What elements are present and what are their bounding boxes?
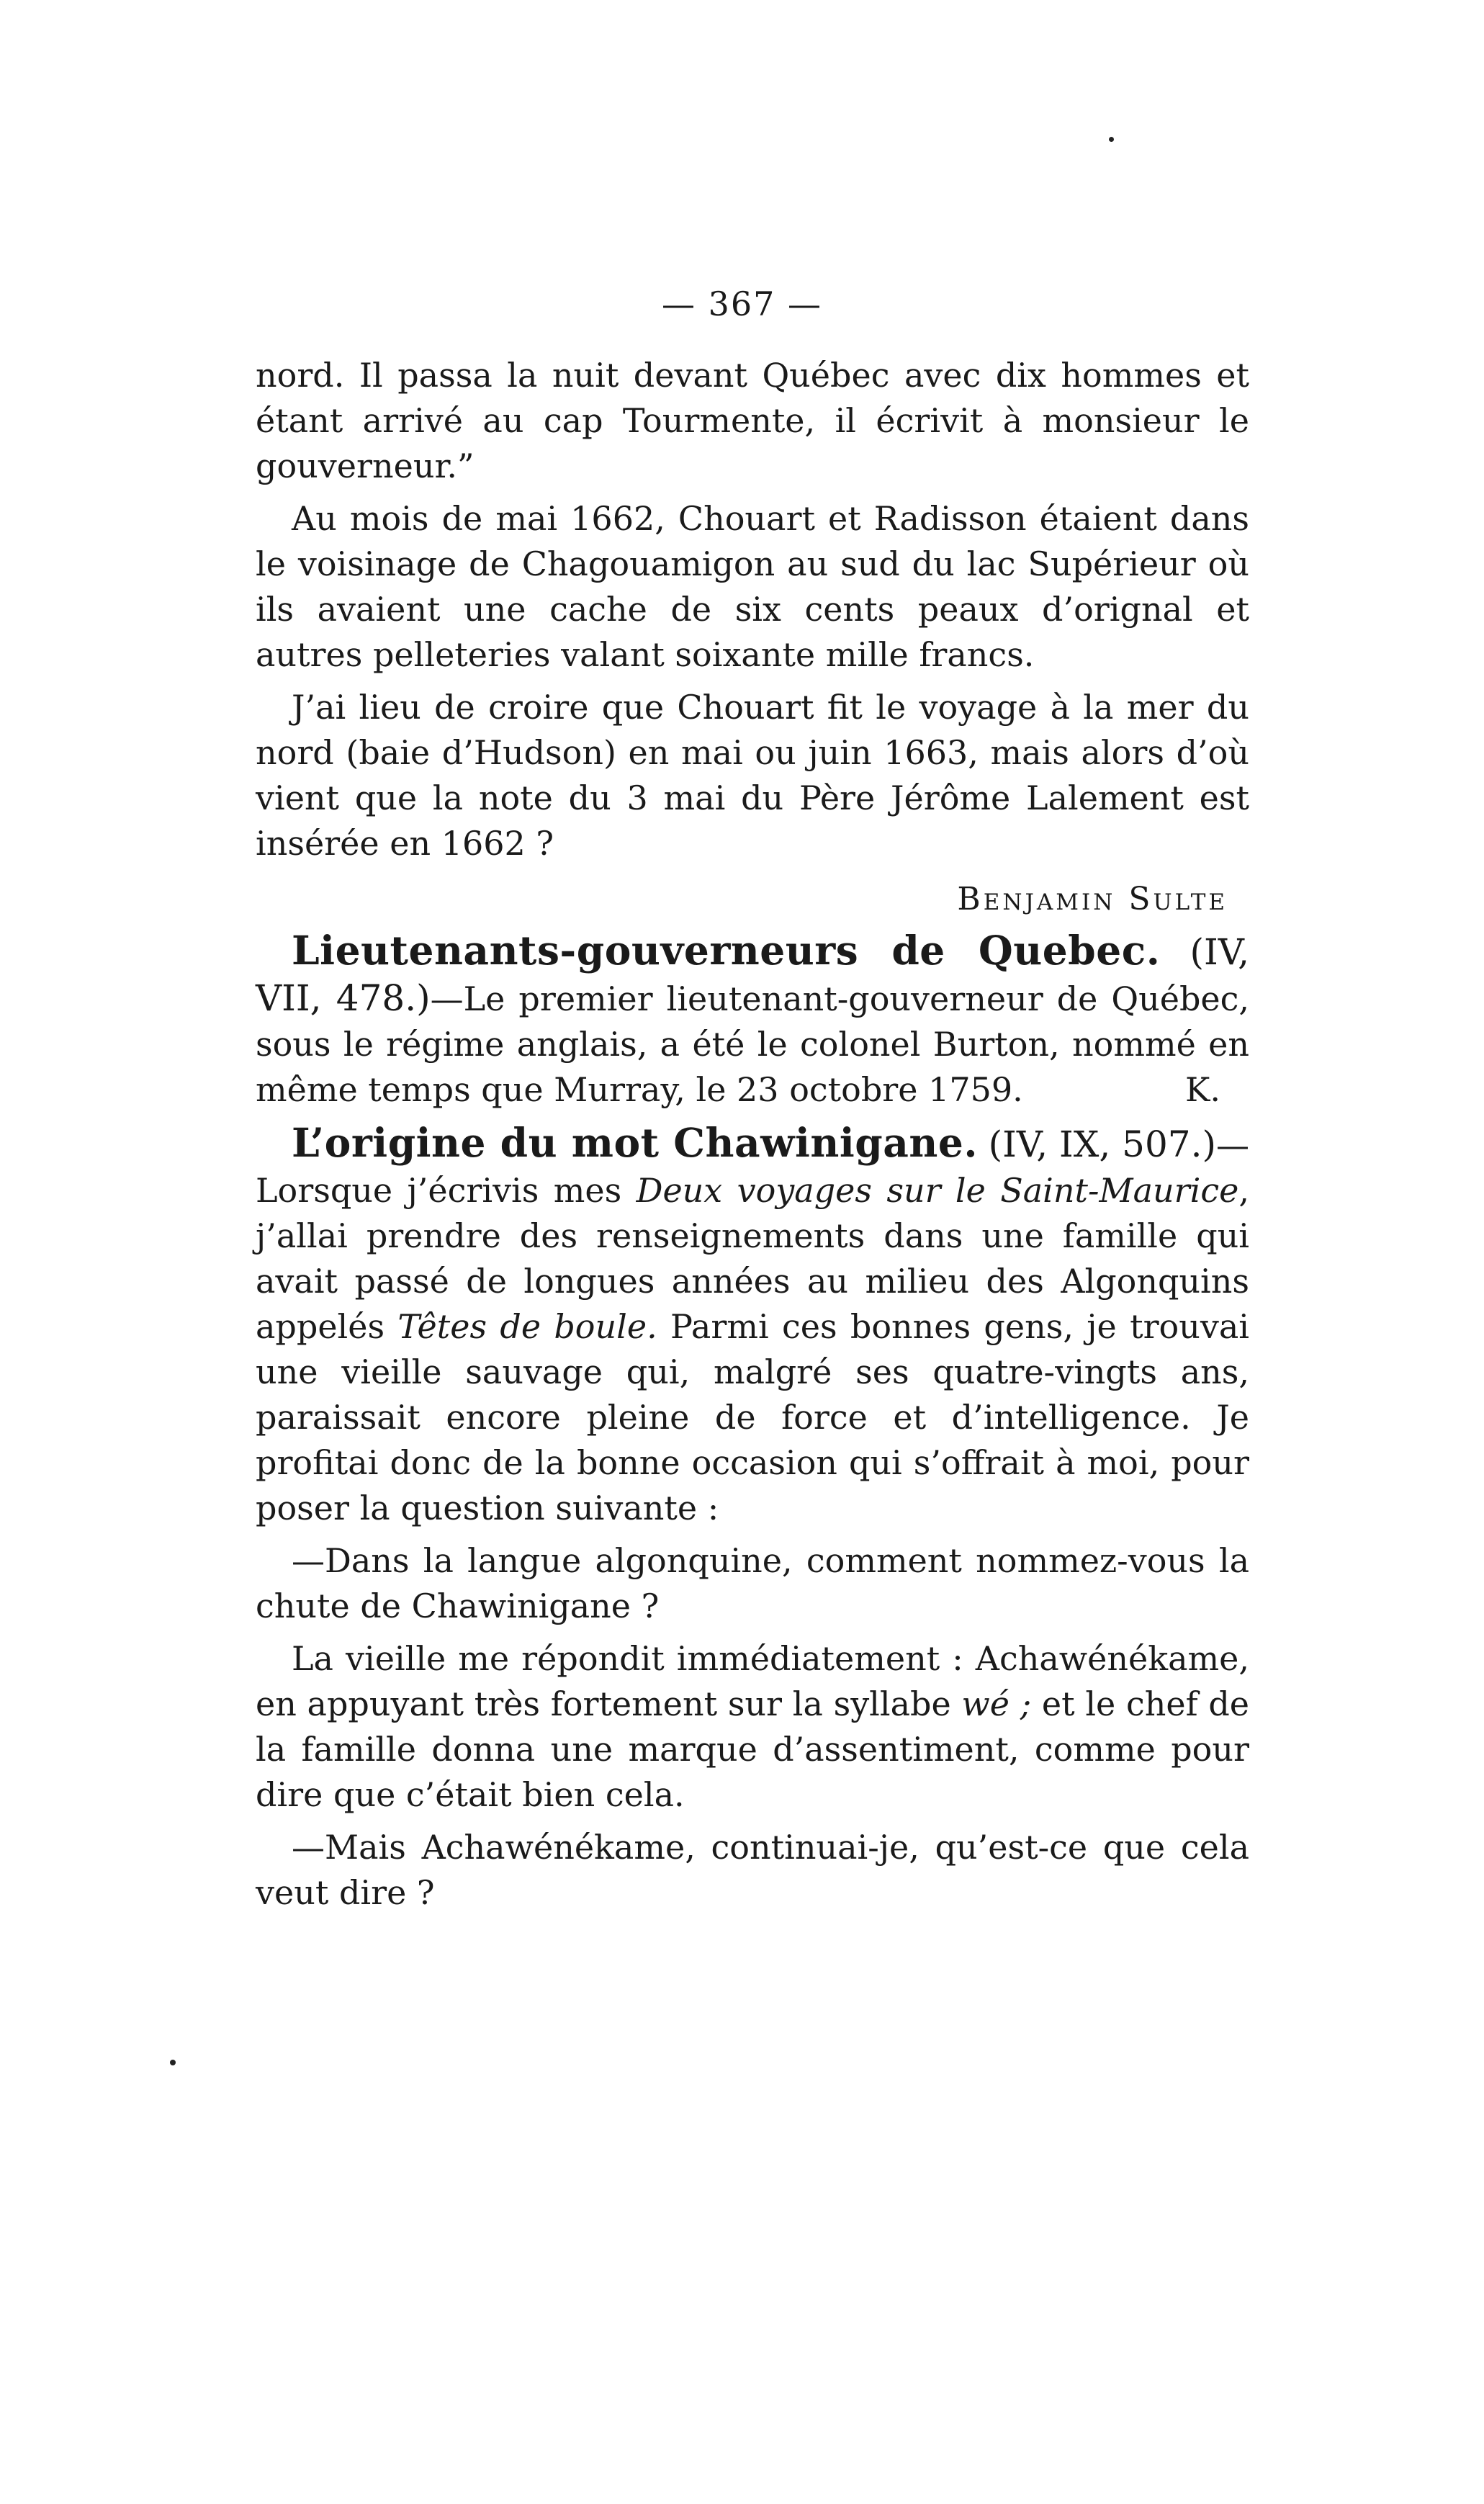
dialogue-answer-1 [256, 1636, 1249, 1818]
syllable: wé ; [961, 1684, 1032, 1723]
scan-speck [1109, 137, 1114, 142]
text-column [256, 353, 1249, 1923]
paragraph-chouart-radisson: Au mois de mai 1662, Chouart et Radisson étaient dans le voisinage de Chagouamigon au sud du lac Supérieur où ils avaient une cache de six cents peaux d’orignal et autres pelleteries valant soixante mille francs. [256, 499, 1249, 674]
entry-reference: (IV, VII, 478.) [256, 931, 1249, 1019]
tribe-name: Têtes de boule. [397, 1307, 657, 1346]
paragraph-continuation: nord. Il passa la nuit devant Québec avec dix hommes et étant arrivé au cap Tourmente, il écrivit à monsieur le gouverneur.” [256, 356, 1249, 485]
entry-title: L’origine du mot Chawinigane. [292, 1119, 978, 1166]
entry-body: —Le premier lieutenant-gouverneur de Québec, sous le régime anglais, a été le colonel Burton, nommé en même temps que Murray, le 23 octobre 1759. [256, 979, 1250, 1109]
answer-end: et le chef de la famille donna une marque d’assentiment, comme pour dire que c’était bien cela. [256, 1684, 1249, 1814]
entry-lieutenants-gouverneurs [256, 928, 1249, 1113]
entry-body-start: —Lorsque j’écrivis mes [256, 1126, 1250, 1210]
page-number: — 367 — [661, 284, 823, 323]
entry-initial: K. [1185, 1070, 1220, 1109]
entry-body-mid: , j’allai prendre des renseignements dans une famille qui avait passé de longues années au milieu des Algonquins appelés [256, 1171, 1249, 1346]
dialogue-question-1: —Dans la langue algonquine, comment nommez-vous la chute de Chawinigane ? [256, 1541, 1249, 1625]
entry-title: Lieutenants-gouverneurs de Quebec. [292, 927, 1161, 974]
dialogue-question-2: —Mais Achawénékame, continuai-je, qu’est-ce que cela veut dire ? [256, 1828, 1249, 1912]
book-title: Deux voyages sur le Saint-Maurice [636, 1171, 1239, 1210]
paragraph-hudson-voyage: J’ai lieu de croire que Chouart fit le voyage à la mer du nord (baie d’Hudson) en mai ou juin 1663, mais alors d’où vient que la note du 3 mai du Père Jérôme Lalement est insérée en 1662 ? [256, 688, 1249, 863]
scan-speck [170, 2060, 176, 2065]
entry-reference: (IV, IX, 507.) [988, 1123, 1217, 1165]
entry-body-end: Parmi ces bonnes gens, je trouvai une vieille sauvage qui, malgré ses quatre-vingts ans, paraissait encore pleine de force et d’intelligence. Je profitai donc de la bonne occasion qui s’offrait à moi, pour poser la question suivante : [256, 1307, 1250, 1527]
answer-start: La vieille me répondit immédiatement : Achawénékame, en appuyant très fortement sur la syllabe [256, 1639, 1249, 1723]
entry-chawinigane [256, 1120, 1249, 1531]
author-signature: Benjamin Sulte [957, 881, 1228, 917]
